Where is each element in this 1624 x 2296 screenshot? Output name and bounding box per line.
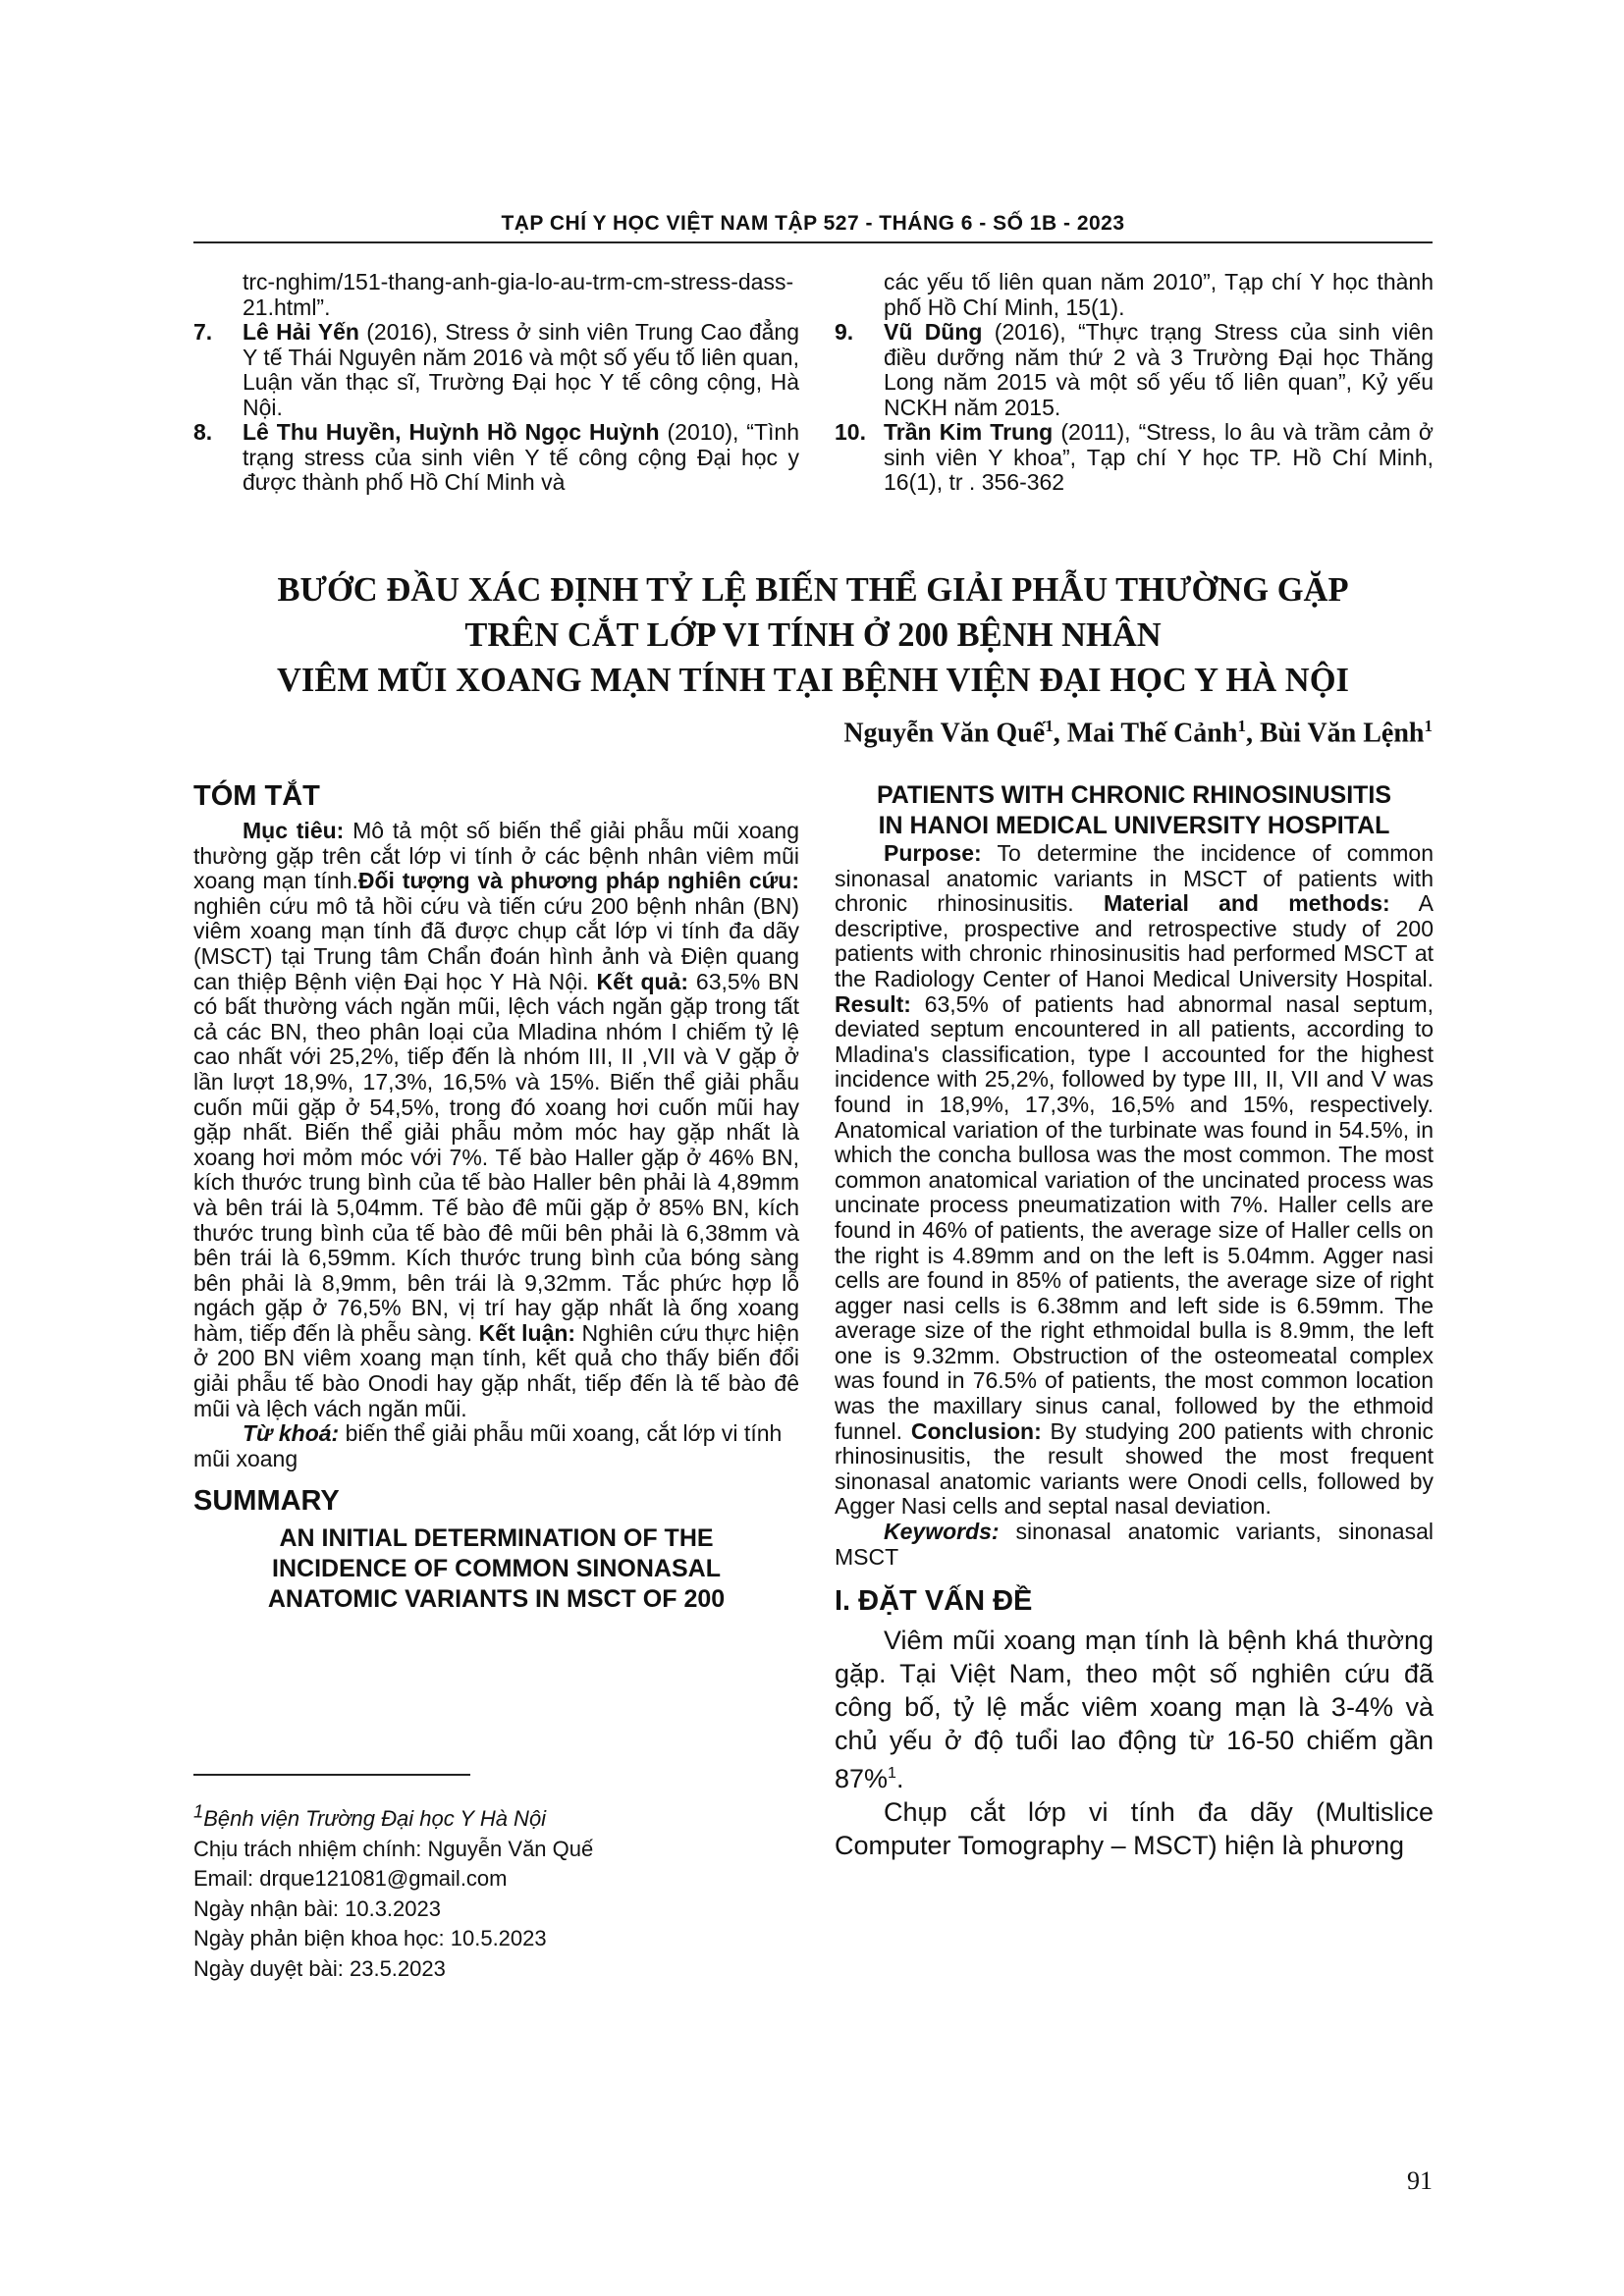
author-name: Nguyễn Văn Quế xyxy=(843,718,1046,749)
reference-9: 9. Vũ Dũng (2016), “Thực trạng Stress của sinh viên điều dưỡng năm thứ 2 và 3 Trường Đại học Thăng Long năm 2015 và một số yếu tố liên quan”, Kỷ yếu NCKH năm 2015. xyxy=(835,319,1434,420)
page-number: 91 xyxy=(1407,2166,1433,2195)
section-paragraph: Chụp cắt lớp vi tính đa dãy (Multislice Computer Tomography – MSCT) hiện là phương xyxy=(835,1797,1434,1861)
title-line: TRÊN CẮT LỚP VI TÍNH Ở 200 BỆNH NHÂN xyxy=(464,616,1162,654)
author-affiliation-mark: 1 xyxy=(1237,717,1246,735)
summary-title-part1: AN INITIAL DETERMINATION OF THE INCIDENCE OF COMMON SINONASAL ANATOMIC VARIANTS IN MSCT OF 200 xyxy=(267,1524,726,1614)
footnote-rule xyxy=(193,1774,470,1776)
references-right xyxy=(835,270,1434,496)
summary-keywords: Keywords: sinonasal anatomic variants, sinonasal MSCT xyxy=(835,1519,1434,1570)
abstract-body: Mục tiêu: Mô tả một số biến thể giải phẫu mũi xoang thường gặp trên cắt lớp vi tính ở các bệnh nhân viêm mũi xoang mạn tính.Đối tượng và phương pháp nghiên cứu: nghiên cứu mô tả hồi cứu và tiến cứu 200 bệnh nhân (BN) viêm xoang mạn tính đã được chụp cắt lớp vi tính đa dãy (MSCT) tại Trung tâm Chẩn đoán hình ảnh và Điện quang can thiệp Bệnh viện Đại học Y Hà Nội. Kết quả: 63,5% BN có bất thường vách ngăn mũi, lệch vách ngăn gặp trong tất cả các BN, theo phân loại của Mladina nhóm I chiếm tỷ lệ cao nhất với 25,2%, tiếp đến là nhóm III, II ,VII và V gặp ở lần lượt 18,9%, 17,3%, 16,5% và 15%. Biến thể giải phẫu cuốn mũi gặp ở 54,5%, trong đó xoang hơi cuốn mũi hay gặp nhất. Biến thể giải phẫu mỏm móc hay gặp nhất là xoang hơi mỏm móc với 7%. Tế bào Haller gặp ở 46% BN, kích thước trung bình của tế bào Haller bên phải là 4,89mm và bên trái là 5,04mm. Tế bào đê mũi gặp ở 85% BN, kích thước trung bình của tế bào đê mũi bên phải là 6,38mm và bên trái là 6,59mm. Kích thước trung bình của bóng sàng bên phải là 8,9mm, bên trái là 9,32mm. Tắc phức hợp lỗ ngách gặp ở 76,5% BN, vị trí hay gặp nhất là ống xoang hàm, tiếp đến là phễu sàng. Kết luận: Nghiên cứu thực hiện ở 200 BN viêm xoang mạn tính, kết quả cho thấy biến đổi giải phẫu tế bào Onodi hay gặp nhất, tiếp đến là tế bào đê mũi và lệch vách ngăn mũi. xyxy=(193,818,800,1421)
footnote xyxy=(193,1797,799,1984)
reference-number: 10. xyxy=(835,419,866,445)
footnote-affiliation: $^1$Bệnh viện Trường Đại học Y Hà Nội xyxy=(193,1801,547,1832)
footnote-reviewed: Ngày phản biện khoa học: 10.5.2023 xyxy=(193,1926,547,1951)
left-column xyxy=(193,780,799,1615)
references-left xyxy=(193,270,799,496)
reference-continuation: trc-nghim/151-thang-anh-gia-lo-au-trm-cm-stress-dass-21.html”. xyxy=(243,269,794,320)
footnote-accepted: Ngày duyệt bài: 23.5.2023 xyxy=(193,1955,446,1981)
section-paragraph: Viêm mũi xoang mạn tính là bệnh khá thường gặp. Tại Việt Nam, theo một số nghiên cứu đã công bố, tỷ lệ mắc viêm xoang mạn là 3-4% và chủ yếu ở độ tuổi lao động từ 16-50 chiếm gần 87%$^1$. xyxy=(835,1626,1434,1794)
abstract-keywords: Từ khoá: biến thể giải phẫu mũi xoang, cắt lớp vi tính mũi xoang xyxy=(193,1420,783,1471)
header-rule xyxy=(193,241,1433,243)
author-name: Bùi Văn Lệnh xyxy=(1259,718,1425,749)
abstract-heading: TÓM TẮT xyxy=(193,780,320,812)
article-title xyxy=(193,567,1433,703)
author-name: Mai Thế Cảnh xyxy=(1066,718,1238,749)
footnote-received: Ngày nhận bài: 10.3.2023 xyxy=(193,1896,441,1921)
right-column xyxy=(835,780,1434,1862)
reference-continuation: các yếu tố liên quan năm 2010”, Tạp chí Y học thành phố Hồ Chí Minh, 15(1). xyxy=(884,269,1434,320)
author-affiliation-mark: 1 xyxy=(1424,717,1433,735)
title-line: BƯỚC ĐẦU XÁC ĐỊNH TỶ LỆ BIẾN THỂ GIẢI PHẪU THƯỜNG GẶP xyxy=(277,571,1349,609)
summary-title-part2: PATIENTS WITH CHRONIC RHINOSINUSITIS IN HANOI MEDICAL UNIVERSITY HOSPITAL xyxy=(876,781,1392,839)
reference-10: 10. Trần Kim Trung (2011), “Stress, lo âu và trầm cảm ở sinh viên Y khoa”, Tạp chí Y học TP. Hồ Chí Minh, 16(1), tr . 356-362 xyxy=(835,419,1434,495)
reference-author: Trần Kim Trung xyxy=(884,419,1054,445)
footnote-responsible: Chịu trách nhiệm chính: Nguyễn Văn Quế xyxy=(193,1836,594,1861)
reference-number: 7. xyxy=(193,319,213,345)
reference-author: Vũ Dũng xyxy=(884,319,983,345)
section-heading: I. ĐẶT VẤN ĐỀ xyxy=(835,1585,1033,1618)
summary-heading: SUMMARY xyxy=(193,1485,340,1518)
footnote-email: Email: drque121081@gmail.com xyxy=(193,1866,508,1892)
reference-number: 9. xyxy=(835,319,854,345)
author-list: Nguyễn Văn Quế$^1$, Mai Thế Cảnh$^1$, Bùi Văn Lệnh$^1$ xyxy=(843,717,1433,749)
author-affiliation-mark: 1 xyxy=(1045,717,1054,735)
reference-7: 7. Lê Hải Yến (2016), Stress ở sinh viên Trung Cao đẳng Y tế Thái Nguyên năm 2016 và một số yếu tố liên quan, Luận văn thạc sĩ, Trường Đại học Y tế công cộng, Hà Nội. xyxy=(193,319,799,420)
reference-author: Lê Hải Yến xyxy=(243,319,359,345)
reference-number: 8. xyxy=(193,419,213,445)
summary-body: Purpose: To determine the incidence of common sinonasal anatomic variants in MSCT of patients with chronic rhinosinusitis. Material and methods: A descriptive, prospective and retrospective study of 200 patients with chronic rhinosinusitis had performed MSCT at the Radiology Center of Hanoi Medical University Hospital. Result: 63,5% of patients had abnormal nasal septum, deviated septum encountered in all patients, according to Mladina's classification, type I accounted for the highest incidence with 25,2%, followed by type III, II, VII and V was found in 18,9%, 17,3%, 16,5% and 15%, respectively. Anatomical variation of the turbinate was found in 54.5%, in which the concha bullosa was the most common. The most common anatomical variation of the uncinated process was uncinate process pneumatization with 7%. Haller cells are found in 46% of patients, the average size of Haller cells on the right is 4.89mm and on the left is 5.04mm. Agger nasi cells are found in 85% of patients, the average size of right agger nasi cells is 6.38mm and left side is 6.59mm. The average size of the right ethmoidal bulla is 8.9mm, the left one is 9.32mm. Obstruction of the osteomeatal complex was found in 76.5% of patients, the most common location was the maxillary sinus canal, followed by the ethmoid funnel. Conclusion: By studying 200 patients with chronic rhinosinusitis, the result showed the most frequent sinonasal anatomic variants were Onodi cells, followed by Agger Nasi cells and septal nasal deviation. xyxy=(835,840,1434,1520)
reference-8: 8. Lê Thu Huyền, Huỳnh Hồ Ngọc Huỳnh (2010), “Tình trạng stress của sinh viên Y tế công cộng Đại học y được thành phố Hồ Chí Minh và xyxy=(193,419,799,495)
journal-header: TẠP CHÍ Y HỌC VIỆT NAM TẬP 527 - THÁNG 6 - SỐ 1B - 2023 xyxy=(501,212,1125,235)
title-line: VIÊM MŨI XOANG MẠN TÍNH TẠI BỆNH VIỆN ĐẠI HỌC Y HÀ NỘI xyxy=(277,662,1349,699)
reference-author: Lê Thu Huyền, Huỳnh Hồ Ngọc Huỳnh xyxy=(243,419,660,445)
